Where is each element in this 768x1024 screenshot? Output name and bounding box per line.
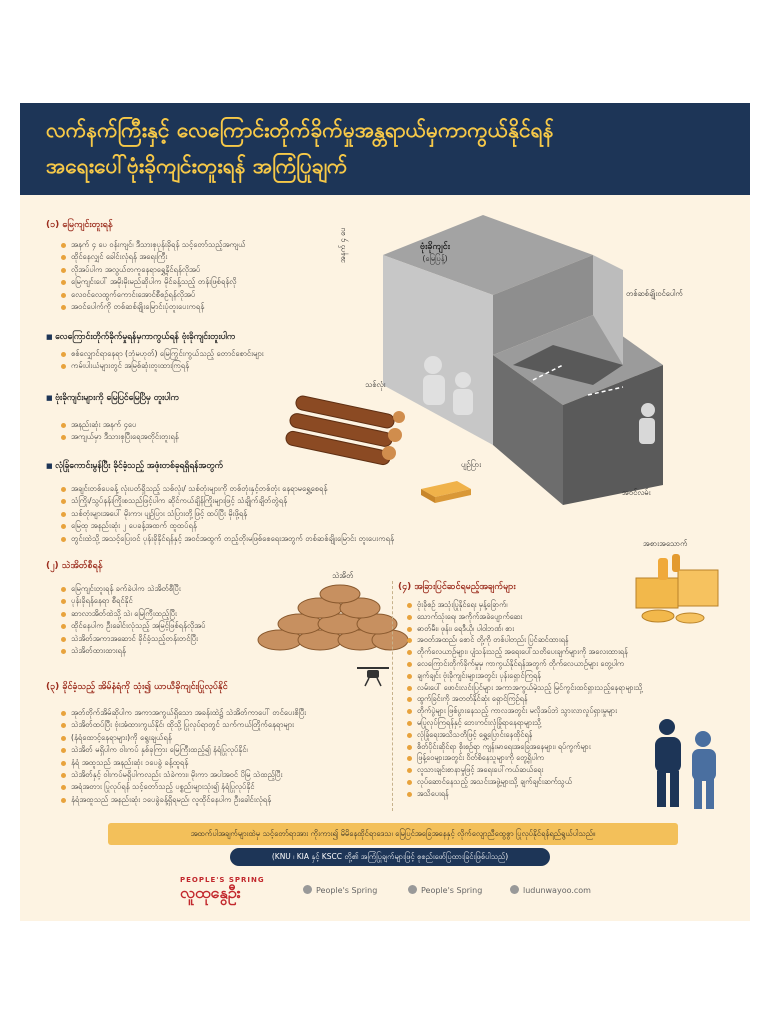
list-item: အချင်းတစ်ပေခန့် လုံးပတ်ရှိသည့် သစ်လုံး/ သစ်တုံးများကို တစ်တုံးနှင့်တစ်တုံး နေရာမရွှေ့စေရန်	[60, 483, 394, 495]
sandbags-illustration	[255, 578, 410, 658]
list-item: သံကြိုး/သွပ်နန်းကြိုးစသည်ဖြင့်ပါက ဆိုင်ကယ်ချိန်ကြိုးများဖြင့် သံချိုက်ချိတ်တွဲရန်	[60, 495, 394, 507]
website-link[interactable]	[510, 885, 591, 895]
list-item: မပြုလုပ်ကြရန်နှင့် ဘေးကင်းလုံခြုံရာနေရာများသို့	[406, 717, 643, 729]
brand-logo	[180, 876, 276, 904]
list-item: အရံအတား ပြုလုပ်ရန် သင့်တော်သည့် ပစ္စည်းများသုံး၍ နံရံပြုလုပ်နိုင်	[60, 781, 306, 793]
infographic-poster	[20, 103, 750, 921]
list-item: ဗုံးခိုစဉ် အသုံးပြုနိုင်ရေး မှန့်ခြောက်၊	[406, 599, 643, 611]
list-item: ပုန်းခိုရန်နေရာ စီရင်နိုင်	[60, 595, 205, 607]
youtube-link[interactable]	[408, 885, 482, 895]
list-item: ဆာလာအိတ်ထဲသို့ သဲ၊ မြေကြီးထည့်ပြီး	[60, 608, 205, 620]
list-item: သဲအိတ်နှင့် ဝါးကပ်မရှိပါကလည်း သံခဲကား၊ မိုးကာ အပါအဝင် ပိမြ သဲထည့်ပြီး	[60, 769, 306, 781]
bunker-title: ဗုံးခိုကျင်း	[420, 242, 450, 252]
footer-note: အထက်ပါအချက်များထဲမှ သင့်တော်ရာအား ကိုးကား၍ မိမိနေထိုင်ရာဒေသ၊ မြေပြင်အခြေအနေနှင့် လိုက်လျောညီထွေစွာ ပြုလုပ်နိုင်ရန်ရည်ရွယ်ပါသည်။	[190, 829, 596, 838]
column-divider	[392, 581, 394, 811]
facebook-icon	[303, 885, 312, 894]
facebook-link[interactable]	[303, 885, 377, 895]
list-item: နံရံအထူသည် အနည်းဆုံး ၁ပေခွဲခန့်ရှိရမည်၊ လူထိုင်နေပါက ဦးခေါင်းလုံရန်	[60, 794, 306, 806]
entrance-path-label: အဝင်လမ်း	[622, 488, 651, 497]
food-label: အစားအသောက်	[643, 539, 688, 548]
logs-label: သစ်လုံး	[365, 380, 386, 389]
brand-tagline: PEOPLE'S SPRING	[180, 876, 265, 884]
drone-icon	[353, 664, 393, 690]
list-item: ထိုင်နေလျှင် ခေါင်းလုံရန် အရေးကြီး	[60, 251, 246, 263]
list-item: လေကြောင်းတိုက်ခိုက်မှုမှ ကာကွယ်နိုင်ရန်အတွက် တိုက်လေယာဉ်များ တွေ့ပါက	[406, 658, 643, 670]
list-item: လေဝင်လေထွက်ကောင်းအောင်စီစဉ်ရန်လိုအပ်	[60, 289, 246, 301]
zigzag-entrance-label: တစ်ဆစ်ချိုးဝင်ပေါက်	[626, 289, 683, 298]
list-item: လူသားချင်းစာနာမှုဖြင့် အရေးပေါ်ကယ်ဆယ်ရေး	[406, 764, 643, 776]
section-1-sub-2-list	[60, 419, 179, 444]
footer-note-band	[108, 823, 678, 845]
list-item: စိတ်ပိုင်းဆိုင်ရာ စိုးစဉ်ရာ ကျန်းမာရေးအခြေအနေများ၊ ရပ်ကွက်များ	[406, 741, 643, 753]
globe-icon	[510, 885, 519, 894]
list-item: သဲအိတ် မရှိပါက ဝါးကပ် နှစ်ခုကြား မြေကြီးထည့်၍ နံရံပြုလုပ်နိုင်၊	[60, 744, 306, 756]
section-2-heading: (၂) သဲအိတ်စီရန်	[46, 561, 103, 571]
youtube-icon	[408, 885, 417, 894]
list-item: သဲအိတ်ထားထားရန်	[60, 645, 205, 657]
list-item: ထွက်ခြင်းကို အတတ်နိုင်ဆုံး ရှောင်ကြဉ်ရန်	[406, 693, 643, 705]
planks-label: ပျဉ်ပြား	[461, 460, 482, 469]
planks-illustration	[417, 471, 475, 511]
list-item: တွင်းထဲသို့ အသင့်ပြေးဝင် ပုန်းခိုနိုင်ရန်နှင့် အဝင်အထွက် တည့်တိုးမဖြစ်စေရေးအတွက် တစ်ဆစ်ချိုးမြောင်း တူးပေးကရန်	[60, 533, 394, 545]
list-item: ထိုင်နေပါက ဦးခေါင်းလုံသည့် အမြင့်ဖြစ်ရန်လိုအပ်	[60, 620, 205, 632]
section-1-sub-1-list	[60, 348, 264, 373]
list-item: မြေကျင်းတူးရန် ခက်ခဲပါက သဲအိတ်စီပြီး	[60, 583, 205, 595]
list-item: ဓာတ်မီး၊ ဖုန်း၊ ရေဒီယို၊ ပါဝါဘဏ်၊ စား	[406, 623, 643, 635]
list-item: (နံရံထောင့်နေရာများ)ကို ရွေးချယ်ရန်	[60, 732, 306, 744]
list-item: လုပ်ဆောင်နေသည့် အသင်းအဖွဲ့များသို့ ချက်ချင်းဆက်သွယ်	[406, 776, 643, 788]
logs-illustration	[285, 395, 415, 475]
section-1-sub-3-list	[60, 483, 394, 545]
food-supplies-illustration	[628, 548, 728, 628]
title-line-1: လက်နက်ကြီးနှင့် လေကြောင်းတိုက်ခိုက်မှုအန္တရာယ်မှကာကွယ်နိုင်ရန်	[46, 118, 554, 142]
list-item: မြေကျင်းပေါ် အမိုးမိုးမည်ဆိုပါက မိုင်ခန့်သည့် တန်းဖြစ်ရန်လို	[60, 276, 246, 288]
list-item: ကမ်းပါးယံများတွင် အမြစ်ဆုံးတူးထားကြရန်	[60, 360, 264, 372]
list-item: အနက် ၄ ပေ ဝန်းကျင်၊ ဒီသားစုပုန်းခိုရန် သင့်တော်သည့်အကျယ်	[60, 239, 246, 251]
section-3-heading: (၃) ခိုင်ခံ့သည့် အိမ်နံရံကို သုံး၍ ယာယီခိုကျင်းပြုလုပ်နိုင်	[46, 682, 228, 692]
section-3-list	[60, 707, 306, 806]
section-4-list	[406, 599, 643, 800]
list-item: ဖြန့်ဝေများအတွင်း ဝိတ်စိနေသူများကို တွေ့ရှိပါက	[406, 752, 643, 764]
section-1-heading: (၁) မြေကျင်းတူးရန်	[46, 220, 113, 230]
list-item: အဝတ်အထည်၊ စောင် တို့ကို တစ်ပါတည်း ပြင်ဆင်ထားရန်	[406, 634, 643, 646]
list-item: သဲအိတ်ထပ်ပြီး ဗုံးအံထားကွယ်နိုင်၊ ထိုသို့ ပြုလုပ်ရာတွင် သက်ကယ်တြိုက်နေရာများ	[60, 719, 306, 731]
list-item: အုတ်တိုက်အိမ်ဆိုပါက အကာအကွယ်ရှိသော အခန်းထဲ၌ သဲအိတ်ကာပေါ် တင်ပေးစိပြီး	[60, 707, 306, 719]
list-item: လုံခြုံရေးအသိသတိဖြင့် ရွှေ့ပြောင်းနေထိုင်ရန်	[406, 729, 643, 741]
sandbag-label: သဲအိတ်	[332, 571, 354, 580]
section-1-sub-3: ■ လုံခြုံကောင်းမွန်ပြီး ခိုင်ခံ့သည့် အဖုံးတစ်ခုရရှိရန်အတွက်	[46, 461, 223, 473]
brand-name: လူထုနွေဦး	[180, 883, 241, 902]
list-item: အသိပေးရန်	[406, 788, 643, 800]
list-item: အကျယ်မှာ ဒီသားစုပြီးရေအတိုင်းတူးရန်	[60, 431, 179, 443]
list-item: အဝင်ပေါက်ကို တစ်ဆစ်ချိုးမြောင်းပုံတူးပေးကရန်	[60, 301, 246, 313]
credit-pill	[230, 848, 550, 866]
website-url: ludunwayoo.com	[523, 886, 591, 895]
section-1-sub-2: ■ ဗုံးခိုကျင်းများကို မြေပြင်မြေပြိမှ တူးပါက	[46, 393, 179, 405]
list-item: သစ်တုံးများအပေါ် မိုးကာ၊ ပျဉ်ပြား သံပြားတို့ဖြင့် ထပ်ပြီး မိုးဖို့ရန်	[60, 508, 394, 520]
list-item: လိုအပ်ပါက အလွယ်တကူနေရာရွှေ့နိုင်ရန်လိုအပ်	[60, 264, 246, 276]
list-item: လမ်းပေါ် ဖောင်းလင်းပြင်များ အကာအကွယ်မဲ့သည့် မြင်ကွင်းထင်ရှားသည့်နေရာများသို့	[406, 682, 643, 694]
list-item: သဲအိတ်အကာအဆောင် ခိုင်ခံ့သည့်တန်းတင်ပြီး	[60, 633, 205, 645]
bunker-label	[420, 241, 450, 265]
people-fleeing-illustration	[637, 713, 737, 813]
section-2-list	[60, 583, 205, 657]
depth-label: အနက် ၄ ပေ	[338, 227, 347, 263]
facebook-handle: People's Spring	[316, 886, 378, 895]
bunker-subtitle: (မြေပြန့်)	[422, 254, 448, 263]
credit-text: (KNU ၊ KIA နှင့် KSCC တို့၏ အကြံပြုချက်များဖြင့် စုစည်းဖော်ပြထားခြင်းဖြစ်ပါသည်)	[271, 852, 509, 861]
list-item: မြေထု အနည်းဆုံး ၂ ပေခန့်အထက် ထူထပ်ရန်	[60, 520, 394, 532]
list-item: တိုက်လေယာဉ်များ၊ ပျံသန်းသည့် အရေးပေါ်သတိပေးချက်များကို အလေးထားရန်	[406, 646, 643, 658]
section-4-heading: (၄) အခြားပြင်ဆင်ရမည့်အချက်များ	[398, 582, 516, 592]
list-item: တိုက်ပွဲများ ဖြစ်ပွားနေသည့် ကာလအတွင်း မလိုအပ်ဘဲ သွားလာလှုပ်ရှားမှုများ	[406, 705, 643, 717]
title-line-2: အရေးပေါ်ဗုံးခိုကျင်းတူးရန် အကြံပြုချက်	[46, 154, 348, 178]
list-item: သောက်သုံးရေ၊ အကိုက်အခဲပျောက်ဆေး	[406, 611, 643, 623]
header-banner	[20, 103, 750, 195]
youtube-handle: People's Spring	[421, 886, 483, 895]
list-item: စစ်လျှောင်ရာနေရာ (ဘုံမဟုတ်) မြေကြွင်းကွယ်သည့် တောင်စောင်းများ	[60, 348, 264, 360]
section-1-list	[60, 239, 246, 313]
bunker-illustration	[363, 215, 733, 505]
list-item: အနည်းဆုံး အနက် ၄ပေ	[60, 419, 179, 431]
list-item: နံရံ အထူသည် အနည်းဆုံး ၁ပေခွဲ ခန့်ထူရန်	[60, 757, 306, 769]
section-1-sub-1: ■ လေကြောင်းတိုက်ခိုက်မှုရန်မှကာကွယ်ရန် ဗုံးခိုကျင်းတူးပါက	[46, 332, 235, 344]
list-item: ချက်ချင်း ဗုံးခိုကျင်းများအတွင်း ပုန်းရှောင်ကြရန်	[406, 670, 643, 682]
